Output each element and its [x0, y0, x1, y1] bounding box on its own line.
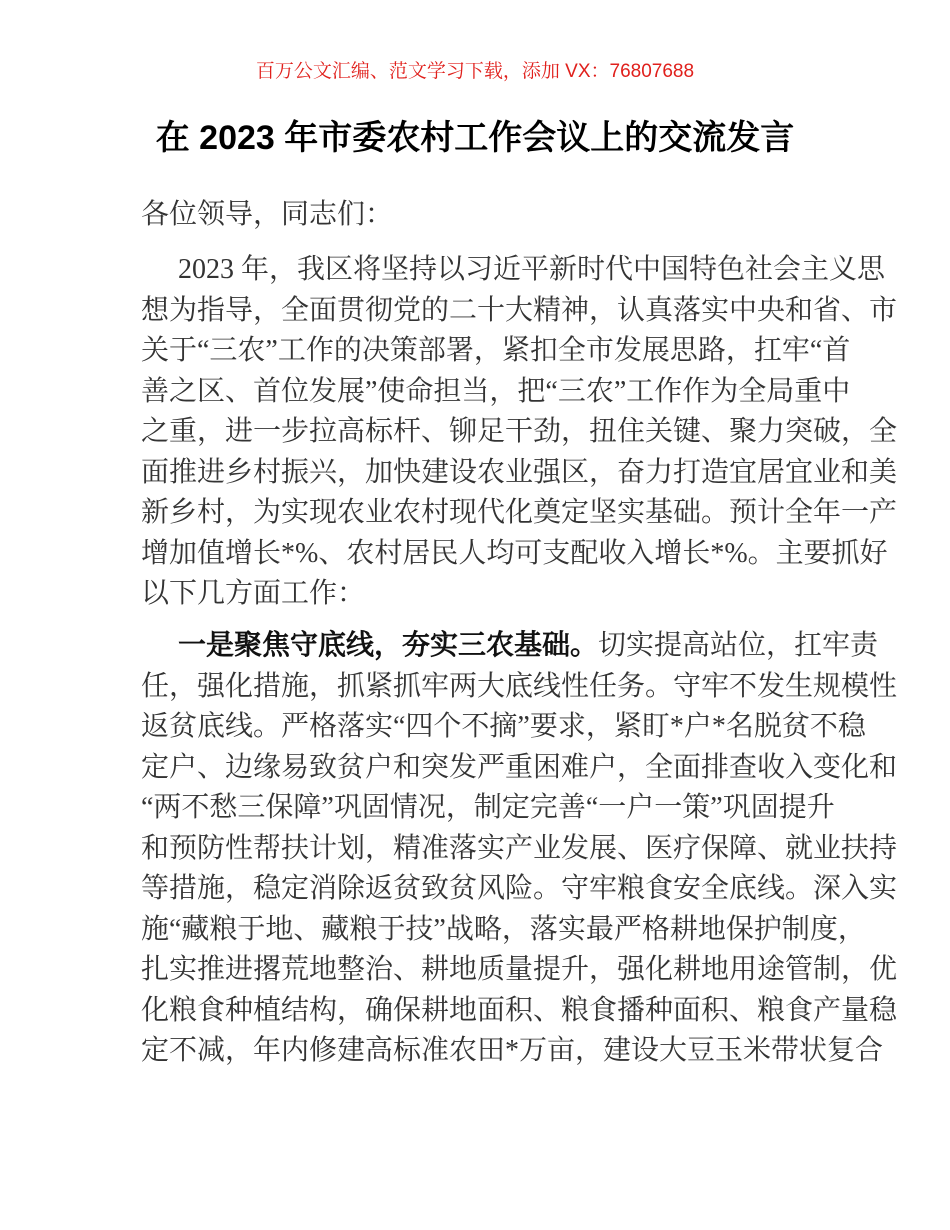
paragraph-line: 定户、边缘易致贫户和突发严重困难户，全面排查收入变化和 — [141, 751, 898, 783]
paragraph-2 — [141, 626, 898, 1072]
paragraph-line: 关于“三农”工作的决策部署，紧扣全市发展思路，扛牢“首 — [141, 335, 851, 366]
paragraph-line: 面推进乡村振兴，加快建设农业强区，奋力打造宜居宜业和美 — [141, 456, 898, 488]
paragraph-line: “两不愁三保障”巩固情况，制定完善“一户一策”巩固提升 — [141, 792, 835, 823]
paragraph-text: 切实提高站位，扛牢责 — [598, 630, 879, 661]
paragraph-line: 增加值增长*%、农村居民人均可支配收入增长*%。主要抓好 — [141, 537, 888, 569]
paragraph-line: 想为指导，全面贯彻党的二十大精神，认真落实中央和省、市 — [141, 294, 898, 326]
paragraph-1 — [141, 250, 898, 615]
section-heading: 一是聚焦守底线，夯实三农基础。 — [178, 630, 599, 661]
paragraph-line: 等措施，稳定消除返贫致贫风险。守牢粮食安全底线。深入实 — [141, 873, 898, 904]
paragraph-line: 化粮食种植结构，确保耕地面积、粮食播种面积、粮食产量稳 — [141, 994, 898, 1026]
watermark-banner: 百万公文汇编、范文学习下载，添加 VX：76807688 — [255, 61, 695, 82]
paragraph-line: 定不减，年内修建高标准农田*万亩，建设大豆玉米带状复合 — [141, 1035, 884, 1066]
paragraph-line: 返贫底线。严格落实“四个不摘”要求，紧盯*户*名脱贫不稳 — [141, 711, 866, 742]
paragraph-line: 扎实推进撂荒地整治、耕地质量提升，强化耕地用途管制，优 — [141, 954, 898, 985]
paragraph-line: 任，强化措施，抓紧抓牢两大底线性任务。守牢不发生规模性 — [141, 670, 898, 702]
paragraph-line: 以下几方面工作： — [141, 578, 366, 609]
paragraph-line: 善之区、首位发展”使命担当，把“三农”工作作为全局重中 — [141, 375, 851, 407]
salutation-block — [141, 195, 810, 236]
paragraph-line: 之重，进一步拉高标杆、铆足干劲，扭住关键、聚力突破，全 — [141, 416, 898, 447]
paragraph-line — [141, 626, 879, 667]
paragraph-line: 施“藏粮于地、藏粮于技”战略，落实最严格耕地保护制度， — [141, 913, 866, 945]
salutation: 各位领导，同志们： — [141, 199, 394, 230]
paragraph-line: 新乡村，为实现农业农村现代化奠定坚实基础。预计全年一产 — [141, 497, 898, 528]
paragraph-line: 2023 年，我区将坚持以习近平新时代中国特色社会主义思 — [178, 254, 886, 285]
paragraph-line: 和预防性帮扶计划，精准落实产业发展、医疗保障、就业扶持 — [141, 832, 898, 864]
document-title: 在 2023 年市委农村工作会议上的交流发言 — [155, 119, 795, 157]
